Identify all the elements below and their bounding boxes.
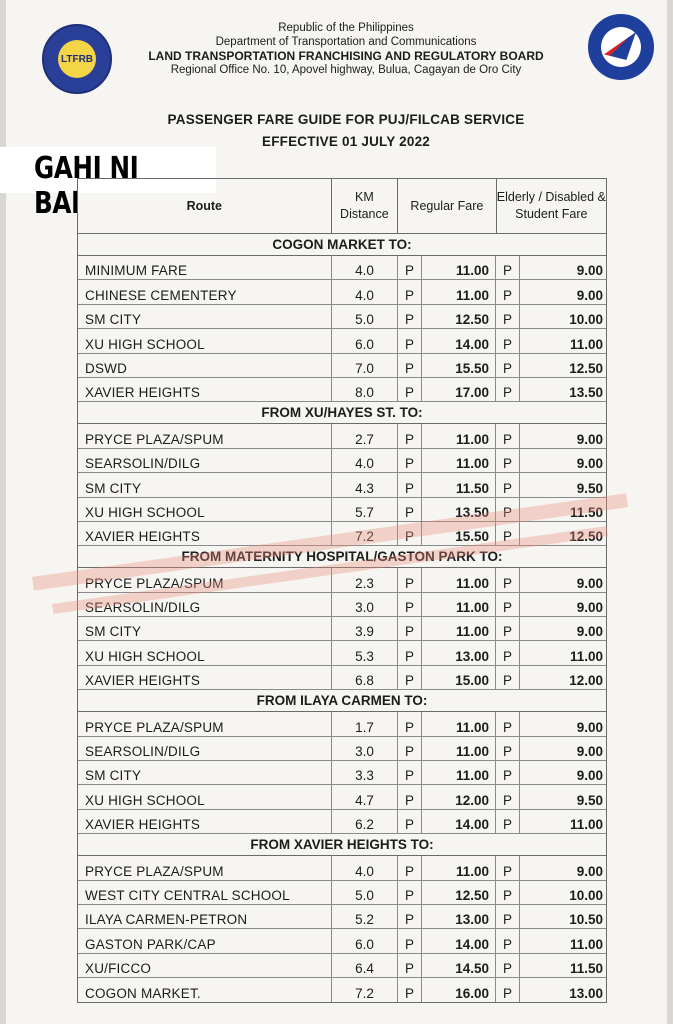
banner-text: GAHI NI BAI — [34, 151, 139, 221]
regular-fare-cell: 11.00 — [422, 617, 496, 640]
header-republic: Republic of the Philippines — [278, 22, 414, 34]
currency-cell: P — [398, 305, 422, 328]
table-row — [78, 449, 606, 473]
currency-cell: P — [398, 905, 422, 928]
currency-cell: P — [496, 593, 520, 616]
regular-fare-cell: 11.00 — [422, 737, 496, 760]
regular-fare-cell: 11.00 — [422, 712, 496, 735]
regular-fare-cell: 12.50 — [422, 305, 496, 328]
route-cell: XU HIGH SCHOOL — [78, 498, 332, 521]
elderly-fare-cell: 9.50 — [576, 792, 603, 808]
currency-cell: P — [398, 617, 422, 640]
km-cell: 6.4 — [332, 954, 398, 977]
route-cell: XAVIER HEIGHTS — [78, 378, 332, 401]
elderly-fare-cell: 9.00 — [576, 456, 603, 472]
km-cell: 3.0 — [332, 737, 398, 760]
currency-cell: P — [398, 929, 422, 952]
currency-cell: P — [398, 424, 422, 447]
route-cell: XAVIER HEIGHTS — [78, 810, 332, 833]
currency-cell: P — [496, 305, 520, 328]
header-regular: Regular Fare — [398, 179, 496, 233]
regular-fare-cell: 11.00 — [422, 593, 496, 616]
currency-cell: P — [496, 641, 520, 664]
km-cell: 2.7 — [332, 424, 398, 447]
regular-fare-cell: 15.50 — [422, 354, 496, 377]
section-heading: FROM MATERNITY HOSPITAL/GASTON PARK TO: — [78, 546, 606, 568]
km-cell: 5.3 — [332, 641, 398, 664]
currency-cell: P — [398, 712, 422, 735]
currency-cell: P — [398, 329, 422, 352]
elderly-fare-cell: 13.00 — [569, 985, 603, 1001]
header-elderly: Elderly / Disabled & Student Fare — [496, 190, 606, 221]
elderly-fare-cell: 9.00 — [576, 575, 603, 591]
table-row — [78, 666, 606, 690]
km-cell: 3.3 — [332, 761, 398, 784]
route-cell: SM CITY — [78, 473, 332, 496]
table-row — [78, 424, 606, 448]
elderly-fare-cell: 12.00 — [569, 673, 603, 689]
elderly-fare-cell: 9.00 — [576, 624, 603, 640]
table-row — [78, 881, 606, 905]
section-heading: FROM ILAYA CARMEN TO: — [78, 690, 606, 712]
elderly-fare-cell: 12.50 — [569, 360, 603, 376]
regular-fare-cell: 12.50 — [422, 881, 496, 904]
elderly-fare-cell: 11.50 — [569, 504, 603, 520]
route-cell: XU HIGH SCHOOL — [78, 641, 332, 664]
route-cell: PRYCE PLAZA/SPUM — [78, 856, 332, 879]
km-cell: 7.2 — [332, 522, 398, 545]
route-cell: GASTON PARK/CAP — [78, 929, 332, 952]
route-cell: SEARSOLIN/DILG — [78, 737, 332, 760]
currency-cell: P — [398, 761, 422, 784]
regular-fare-cell: 11.50 — [422, 473, 496, 496]
regular-fare-cell: 11.00 — [422, 280, 496, 303]
route-cell: XU HIGH SCHOOL — [78, 785, 332, 808]
currency-cell: P — [496, 737, 520, 760]
km-cell: 3.9 — [332, 617, 398, 640]
currency-cell: P — [398, 954, 422, 977]
table-row — [78, 329, 606, 353]
km-cell: 4.3 — [332, 473, 398, 496]
currency-cell: P — [398, 810, 422, 833]
table-row — [78, 978, 606, 1001]
currency-cell: P — [496, 761, 520, 784]
km-cell: 8.0 — [332, 378, 398, 401]
km-cell: 4.0 — [332, 256, 398, 279]
elderly-fare-cell: 11.00 — [569, 648, 603, 664]
currency-cell: P — [496, 354, 520, 377]
table-row — [78, 498, 606, 522]
km-cell: 5.0 — [332, 305, 398, 328]
currency-cell: P — [398, 666, 422, 689]
route-cell: XU HIGH SCHOOL — [78, 329, 332, 352]
section-heading: COGON MARKET TO: — [78, 234, 606, 256]
km-cell: 4.0 — [332, 856, 398, 879]
regular-fare-cell: 12.00 — [422, 785, 496, 808]
elderly-fare-cell: 9.00 — [576, 768, 603, 784]
km-cell: 4.0 — [332, 280, 398, 303]
currency-cell: P — [398, 378, 422, 401]
route-cell: SEARSOLIN/DILG — [78, 449, 332, 472]
table-row — [78, 305, 606, 329]
route-cell: COGON MARKET. — [78, 978, 332, 1001]
table-row — [78, 522, 606, 546]
route-cell: SM CITY — [78, 305, 332, 328]
elderly-fare-cell: 12.50 — [569, 529, 603, 545]
table-row — [78, 617, 606, 641]
km-cell: 6.0 — [332, 329, 398, 352]
elderly-fare-cell: 9.00 — [576, 600, 603, 616]
route-cell: ILAYA CARMEN-PETRON — [78, 905, 332, 928]
currency-cell: P — [496, 929, 520, 952]
currency-cell: P — [398, 856, 422, 879]
currency-cell: P — [398, 473, 422, 496]
currency-cell: P — [496, 473, 520, 496]
km-cell: 1.7 — [332, 712, 398, 735]
currency-cell: P — [398, 449, 422, 472]
elderly-fare-cell: 9.50 — [576, 480, 603, 496]
km-cell: 5.7 — [332, 498, 398, 521]
regular-fare-cell: 14.00 — [422, 929, 496, 952]
elderly-fare-cell: 9.00 — [576, 863, 603, 879]
elderly-fare-cell: 9.00 — [576, 719, 603, 735]
table-row — [78, 929, 606, 953]
km-cell: 3.0 — [332, 593, 398, 616]
elderly-fare-cell: 10.50 — [569, 912, 603, 928]
header-route: Route — [78, 179, 332, 233]
elderly-fare-cell: 11.00 — [569, 336, 603, 352]
currency-cell: P — [398, 593, 422, 616]
route-cell: XU/FICCO — [78, 954, 332, 977]
km-cell: 6.2 — [332, 810, 398, 833]
km-cell: 4.7 — [332, 785, 398, 808]
elderly-fare-cell: 10.00 — [569, 312, 603, 328]
route-cell: DSWD — [78, 354, 332, 377]
currency-cell: P — [496, 449, 520, 472]
route-cell: SM CITY — [78, 617, 332, 640]
currency-cell: P — [398, 498, 422, 521]
fare-table-grid — [77, 178, 607, 1003]
table-row — [78, 568, 606, 592]
table-row — [78, 954, 606, 978]
header-km: KM Distance — [332, 179, 399, 233]
route-cell: SM CITY — [78, 761, 332, 784]
table-row — [78, 856, 606, 880]
table-row — [78, 641, 606, 665]
table-row — [78, 785, 606, 809]
dotc-seal-emblem — [604, 32, 636, 60]
km-cell: 6.8 — [332, 666, 398, 689]
regular-fare-cell: 11.00 — [422, 256, 496, 279]
regular-fare-cell: 11.00 — [422, 856, 496, 879]
currency-cell: P — [398, 978, 422, 1001]
regular-fare-cell: 15.00 — [422, 666, 496, 689]
regular-fare-cell: 16.00 — [422, 978, 496, 1001]
route-cell: SEARSOLIN/DILG — [78, 593, 332, 616]
currency-cell: P — [398, 280, 422, 303]
currency-cell: P — [398, 568, 422, 591]
table-row — [78, 905, 606, 929]
currency-cell: P — [496, 617, 520, 640]
effective-date: EFFECTIVE 01 JULY 2022 — [262, 134, 430, 149]
table-row — [78, 378, 606, 402]
table-row — [78, 593, 606, 617]
currency-cell: P — [398, 881, 422, 904]
currency-cell: P — [496, 785, 520, 808]
route-cell: PRYCE PLAZA/SPUM — [78, 424, 332, 447]
currency-cell: P — [496, 378, 520, 401]
currency-cell: P — [398, 785, 422, 808]
regular-fare-cell: 11.00 — [422, 761, 496, 784]
currency-cell: P — [496, 568, 520, 591]
elderly-fare-cell: 9.00 — [576, 431, 603, 447]
elderly-fare-cell: 11.00 — [569, 817, 603, 833]
table-row — [78, 280, 606, 304]
regular-fare-cell: 14.00 — [422, 810, 496, 833]
header-address: Regional Office No. 10, Apovel highway, Bulua, Cagayan de Oro City — [170, 64, 522, 76]
currency-cell: P — [496, 522, 520, 545]
header-department: Department of Transportation and Communications — [215, 36, 477, 48]
regular-fare-cell: 11.00 — [422, 568, 496, 591]
currency-cell: P — [496, 810, 520, 833]
km-cell: 6.0 — [332, 929, 398, 952]
elderly-fare-cell: 11.50 — [569, 961, 603, 977]
currency-cell: P — [496, 329, 520, 352]
route-cell: XAVIER HEIGHTS — [78, 666, 332, 689]
km-cell: 4.0 — [332, 449, 398, 472]
table-row — [78, 354, 606, 378]
elderly-fare-cell: 9.00 — [576, 263, 603, 279]
currency-cell: P — [496, 256, 520, 279]
currency-cell: P — [496, 856, 520, 879]
km-cell: 5.0 — [332, 881, 398, 904]
currency-cell: P — [496, 712, 520, 735]
regular-fare-cell: 13.50 — [422, 498, 496, 521]
route-cell: PRYCE PLAZA/SPUM — [78, 568, 332, 591]
currency-cell: P — [496, 905, 520, 928]
currency-cell: P — [398, 256, 422, 279]
regular-fare-cell: 11.00 — [422, 424, 496, 447]
elderly-fare-cell: 13.50 — [569, 385, 603, 401]
regular-fare-cell: 17.00 — [422, 378, 496, 401]
table-row — [78, 712, 606, 736]
regular-fare-cell: 14.00 — [422, 329, 496, 352]
table-row — [78, 810, 606, 834]
table-row — [78, 473, 606, 497]
route-cell: MINIMUM FARE — [78, 256, 332, 279]
ltfrb-seal-text: LTFRB — [58, 40, 96, 78]
regular-fare-cell: 15.50 — [422, 522, 496, 545]
currency-cell: P — [496, 498, 520, 521]
regular-fare-cell: 13.00 — [422, 905, 496, 928]
route-cell: XAVIER HEIGHTS — [78, 522, 332, 545]
document-title: PASSENGER FARE GUIDE FOR PUJ/FILCAB SERVICE — [167, 112, 525, 127]
header-agency: LAND TRANSPORTATION FRANCHISING AND REGULATORY BOARD — [148, 49, 544, 63]
km-cell: 2.3 — [332, 568, 398, 591]
route-cell: WEST CITY CENTRAL SCHOOL — [78, 881, 332, 904]
regular-fare-cell: 13.00 — [422, 641, 496, 664]
currency-cell: P — [496, 954, 520, 977]
currency-cell: P — [398, 522, 422, 545]
currency-cell: P — [398, 354, 422, 377]
elderly-fare-cell: 9.00 — [576, 287, 603, 303]
table-row — [78, 737, 606, 761]
regular-fare-cell: 11.00 — [422, 449, 496, 472]
currency-cell: P — [496, 881, 520, 904]
elderly-fare-cell: 10.00 — [569, 887, 603, 903]
regular-fare-cell: 14.50 — [422, 954, 496, 977]
table-header — [78, 179, 606, 234]
section-heading: FROM XAVIER HEIGHTS TO: — [78, 834, 606, 856]
currency-cell: P — [496, 280, 520, 303]
currency-cell: P — [496, 424, 520, 447]
currency-cell: P — [398, 641, 422, 664]
km-cell: 5.2 — [332, 905, 398, 928]
elderly-fare-cell: 11.00 — [569, 936, 603, 952]
table-row — [78, 761, 606, 785]
fare-table — [77, 178, 607, 1003]
route-cell: CHINESE CEMENTERY — [78, 280, 332, 303]
elderly-fare-cell: 9.00 — [576, 744, 603, 760]
km-cell: 7.0 — [332, 354, 398, 377]
table-row — [78, 256, 606, 280]
currency-cell: P — [496, 978, 520, 1001]
route-cell: PRYCE PLAZA/SPUM — [78, 712, 332, 735]
km-cell: 7.2 — [332, 978, 398, 1001]
section-heading: FROM XU/HAYES ST. TO: — [78, 402, 606, 424]
currency-cell: P — [398, 737, 422, 760]
currency-cell: P — [496, 666, 520, 689]
